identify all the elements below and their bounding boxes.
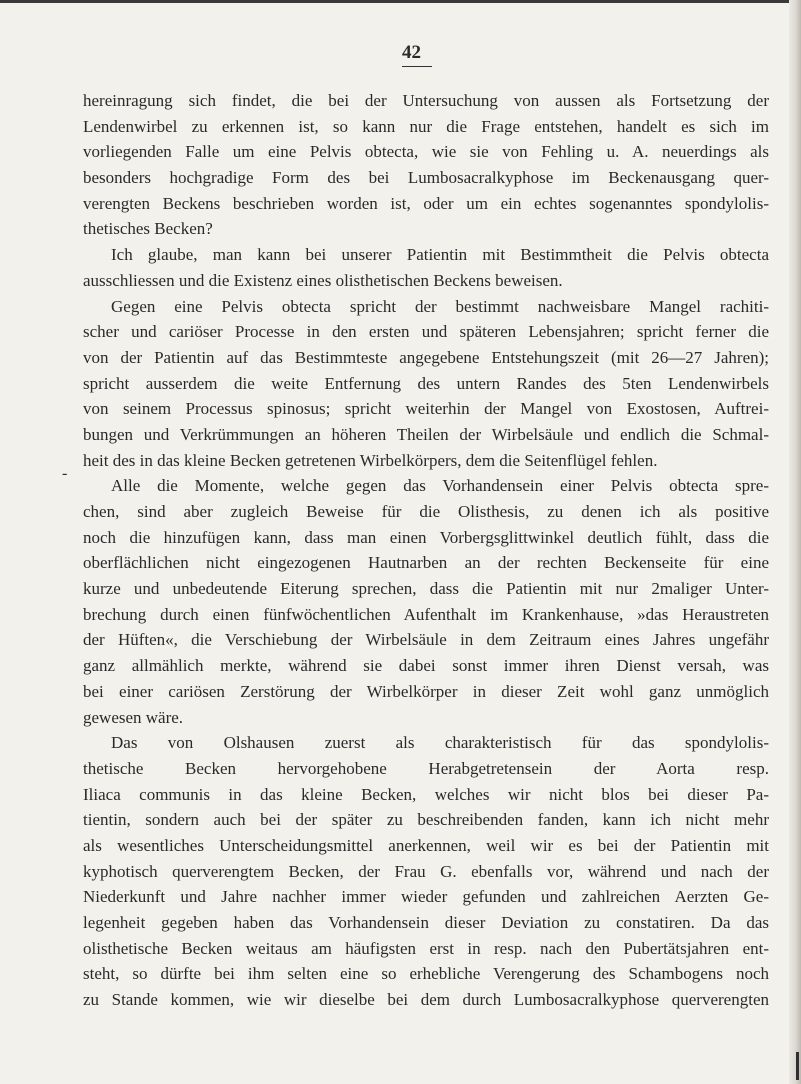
- top-border-line: [0, 0, 801, 3]
- text-line: gewesen wäre.: [83, 707, 184, 727]
- text-line: Ich glaube, man kann bei unserer Patientin mit Bestimmtheit die Pelvis obtecta: [111, 245, 769, 265]
- text-line: Iliaca communis in das kleine Becken, welches wir nicht blos bei dieser Pa-: [83, 784, 769, 804]
- text-line: Lendenwirbel zu erkennen ist, so kann nur die Frage entstehen, handelt es sich im: [83, 116, 769, 136]
- text-line: zu Stande kommen, wie wir dieselbe bei dem durch Lumbosacralkyphose querverengten: [83, 990, 769, 1010]
- text-line: der Hüften«, die Verschiebung der Wirbelsäule in dem Zeitraum eines Jahres ungefähr: [83, 630, 769, 650]
- text-line: von der Patientin auf das Bestimmteste angegebene Entstehungszeit (mit 26—27 Jahren);: [83, 347, 769, 367]
- text-line: kurze und unbedeutende Eiterung sprechen, dass die Patientin mit nur 2maliger Unter-: [83, 579, 769, 599]
- text-line: steht, so dürfte bei ihm selten eine so erhebliche Verengerung des Schambogens noch: [83, 964, 769, 984]
- text-line: ganz allmählich merkte, während sie dabei sonst immer ihren Dienst versah, was: [83, 656, 769, 676]
- text-line: scher und cariöser Processe in den ersten und späteren Lebensjahren; spricht ferner die: [83, 322, 769, 342]
- text-line: spricht ausserdem die weite Entfernung des untern Randes des 5ten Lendenwirbels: [83, 373, 769, 393]
- text-line: von seinem Processus spinosus; spricht weiterhin der Mangel von Exostosen, Auftrei-: [83, 399, 769, 419]
- text-line: heit des in das kleine Becken getretenen Wirbelkörpers, dem die Seitenflügel fehlen.: [83, 450, 658, 470]
- text-line: tientin, sondern auch bei der später zu beschreibenden fanden, kann ich nicht mehr: [83, 810, 769, 830]
- text-line: thetische Becken hervorgehobene Herabgetretensein der Aorta resp.: [83, 758, 769, 778]
- text-line: noch die hinzufügen kann, dass man einen Vorbergsglittwinkel deutlich fühlt, dass die: [83, 527, 769, 547]
- text-line: besonders hochgradige Form des bei Lumbosacralkyphose im Beckenausgang quer-: [83, 168, 769, 188]
- text-line: als wesentliches Unterscheidungsmittel anerkennen, weil wir es bei der Patientin mit: [83, 835, 769, 855]
- text-line: brechung durch einen fünfwöchentlichen Aufenthalt im Krankenhause, »das Heraustreten: [83, 604, 769, 624]
- text-line: oberflächlichen nicht eingezogenen Hautnarben an der rechten Beckenseite für eine: [83, 553, 769, 573]
- text-line: chen, sind aber zugleich Beweise für die Olisthesis, zu denen ich als positive: [83, 502, 769, 521]
- page-edge-mark: [796, 1052, 799, 1080]
- text-line: Alle die Momente, welche gegen das Vorhandensein einer Pelvis obtecta spre-: [111, 476, 769, 496]
- page-number: 42: [402, 42, 421, 63]
- margin-mark: -: [62, 465, 68, 482]
- text-line: verengten Beckens beschrieben worden ist, oder um ein echtes sogenanntes spondylolis-: [83, 193, 769, 213]
- text-line: vorliegenden Falle um eine Pelvis obtecta, wie sie von Fehling u. A. neuerdings als: [83, 142, 769, 162]
- body-text: [83, 88, 769, 1013]
- text-line: bei einer cariösen Zerstörung der Wirbelkörper in dieser Zeit wohl ganz unmöglich: [83, 681, 769, 701]
- page-right-edge: [789, 0, 801, 1084]
- text-line: legenheit gegeben haben das Vorhandensein dieser Deviation zu constatiren. Da das: [83, 913, 769, 932]
- text-line: Gegen eine Pelvis obtecta spricht der bestimmt nachweisbare Mangel rachiti-: [111, 296, 769, 316]
- page-number-underline: [402, 66, 432, 67]
- text-line: olisthetische Becken weitaus am häufigsten erst in resp. nach den Pubertätsjahren ent-: [83, 938, 769, 958]
- text-line: hereinragung sich findet, die bei der Untersuchung von aussen als Fortsetzung der: [83, 91, 769, 110]
- text-line: ausschliessen und die Existenz eines olisthetischen Beckens beweisen.: [83, 270, 563, 290]
- text-line: Niederkunft und Jahre nachher immer wieder gefunden und zahlreichen Aerzten Ge-: [83, 887, 769, 907]
- text-line: thetisches Becken?: [83, 219, 213, 239]
- text-line: bungen und Verkrümmungen an höheren Theilen der Wirbelsäule und endlich die Schmal-: [83, 424, 769, 444]
- text-line: Das von Olshausen zuerst als charakteristisch für das spondylolis-: [111, 733, 769, 753]
- text-line: kyphotisch querverengtem Becken, der Frau G. ebenfalls vor, während und nach der: [83, 861, 769, 881]
